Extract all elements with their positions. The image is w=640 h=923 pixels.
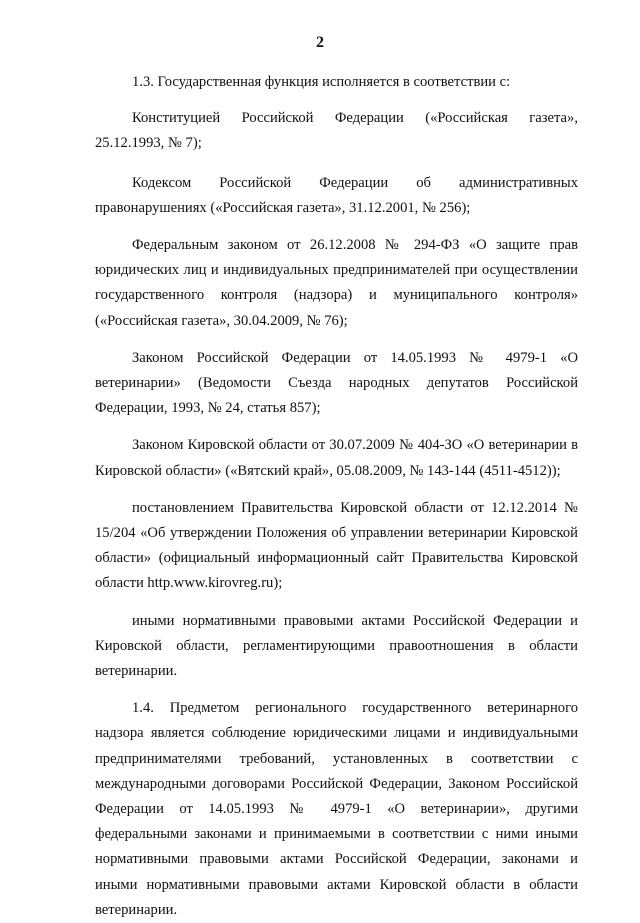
paragraph-kirov-law-404-zo: Законом Кировской области от 30.07.2009 № 404-ЗО «О ветеринарии в Кировской области» («Вятский край», 05.08.2009, № 143-144 (4511-4512)); bbox=[95, 437, 578, 479]
paragraph-constitution: Конституцией Российской Федерации («Российская газета», 25.12.1993, № 7); bbox=[95, 110, 578, 152]
paragraph-1-4: 1.4. Предметом регионального государственного ветеринарного надзора является соблюдение юридическими лицами и индивидуальными предпринимателями требований, установленных в соответствии с международными договорами Российской Федерации, Законом Российской Федерации от 14.05.1993 № 4979-1 «О ветеринарии», другими федеральными законами и принимаемыми в соответствии с ними иными нормативными правовыми актами Российской Федерации, законами и иными нормативными правовыми актами Кировской области в области ветеринарии. bbox=[95, 700, 578, 918]
paragraph-resolution-15-204: постановлением Правительства Кировской области от 12.12.2014 № 15/204 «Об утверждении Положения об управлении ветеринарии Кировской области» (официальный информационный сайт Правительства Кировской области http.www.kirovreg.ru); bbox=[95, 499, 578, 592]
paragraph-other-acts: иными нормативными правовыми актами Российской Федерации и Кировской области, регламентирующими правоотношения в области ветеринарии. bbox=[95, 612, 578, 680]
paragraph-koap: Кодексом Российской Федерации об административных правонарушениях («Российская газета», 31.12.2001, № 256); bbox=[95, 174, 578, 216]
paragraph-law-4979-1: Законом Российской Федерации от 14.05.1993 № 4979-1 «О ветеринарии» (Ведомости Съезда народных депутатов Российской Федерации, 1993, № 24, статья 857); bbox=[95, 349, 578, 417]
document-body bbox=[95, 70, 578, 923]
paragraph-1-3: 1.3. Государственная функция исполняется в соответствии с: bbox=[132, 74, 511, 90]
paragraph-federal-law-294fz: Федеральным законом от 26.12.2008 № 294-ФЗ «О защите прав юридических лиц и индивидуальных предпринимателей при осуществлении государственного контроля (надзора) и муниципального контроля» («Российская газета», 30.04.2009, № 76); bbox=[95, 237, 578, 329]
page-number: 2 bbox=[316, 34, 324, 51]
